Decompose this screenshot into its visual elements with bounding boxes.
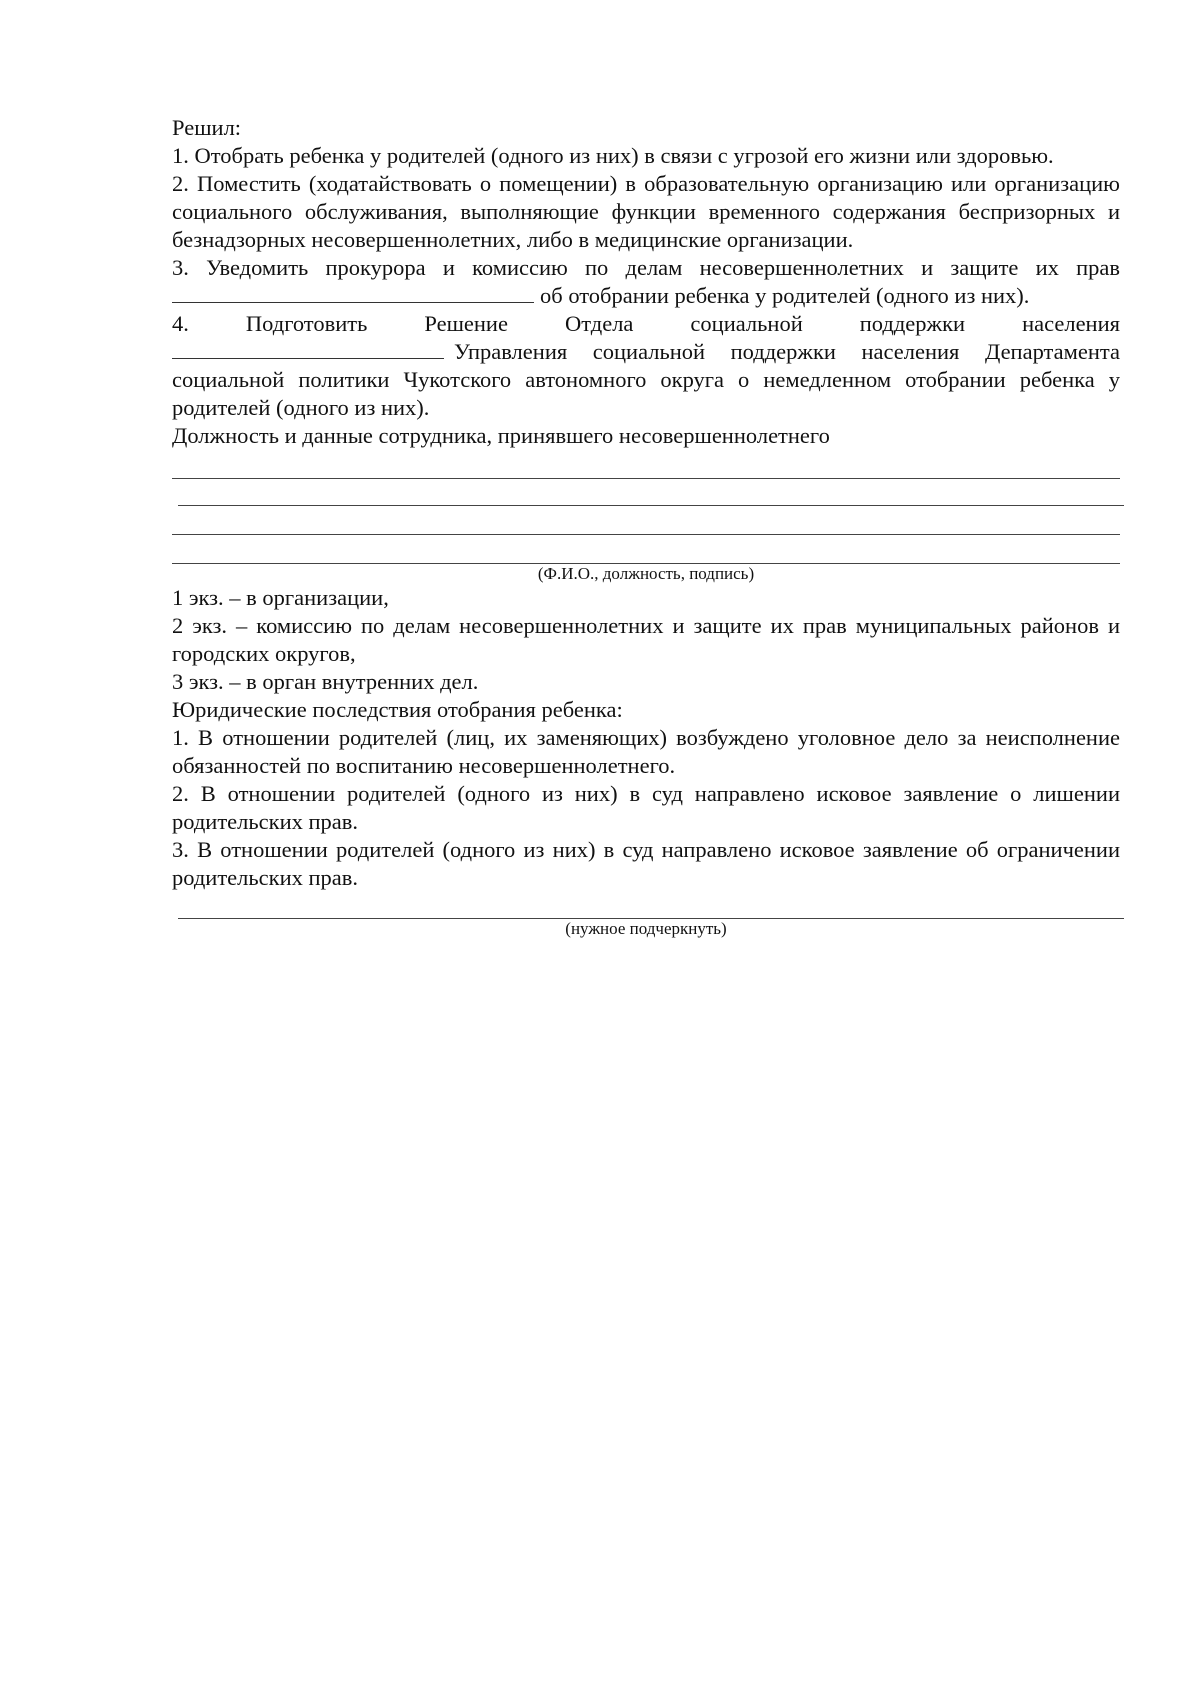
decision-item-4-start: 4. Подготовить Решение Отдела социальной поддержки населения (172, 311, 1120, 336)
prosecutor-blank-field[interactable] (172, 282, 534, 303)
employee-lines (172, 458, 1120, 564)
consequence-item-1: 1. В отношении родителей (лиц, их заменяющих) возбуждено уголовное дело за неисполнение обязанностей по воспитанию несовершеннолетнего. (172, 725, 1120, 778)
decision-item-4-continuation (172, 338, 1120, 422)
employee-line-2[interactable] (178, 479, 1124, 506)
underline-choice-line[interactable] (178, 892, 1124, 919)
decision-item-1: 1. Отобрать ребенка у родителей (одного из них) в связи с угрозой его жизни или здоровью. (172, 143, 1054, 168)
decision-item-4-end: Управления социальной поддержки населения Департамента социальной политики Чукотского автономного округа о немедленном отобрании ребенка у родителей (одного из них). (172, 339, 1120, 420)
decision-heading: Решил: (172, 115, 242, 140)
consequence-item-3: 3. В отношении родителей (одного из них) в суд направлено исковое заявление об ограничении родительских прав. (172, 837, 1120, 890)
consequence-item-2: 2. В отношении родителей (одного из них) в суд направлено исковое заявление о лишении родительских прав. (172, 781, 1120, 834)
decision-item-2: 2. Поместить (ходатайствовать о помещении) в образовательную организацию или организацию социального обслуживания, выполняющие функции временного содержания беспризорных и безнадзорных несовершеннолетних, либо в медицинские организации. (172, 171, 1120, 252)
underline-caption: (нужное подчеркнуть) (565, 919, 727, 938)
consequences-heading: Юридические последствия отобрания ребенка: (172, 697, 623, 722)
copy-1: 1 экз. – в организации, (172, 585, 389, 610)
copy-3: 3 экз. – в орган внутренних дел. (172, 669, 479, 694)
document-body (172, 114, 1120, 939)
employee-caption: (Ф.И.О., должность, подпись) (537, 564, 755, 583)
decision-item-4 (172, 310, 1120, 422)
employee-line-1[interactable] (172, 458, 1120, 479)
decision-item-3 (172, 254, 1120, 310)
employee-line-3[interactable] (172, 506, 1120, 535)
employee-line-4[interactable] (172, 535, 1120, 564)
decision-item-3-start: 3. Уведомить прокурора и комиссию по делам несовершеннолетних и защите их прав (172, 255, 1120, 280)
department-blank-field[interactable] (172, 338, 444, 359)
decision-item-3-end: об отобрании ребенка у родителей (одного из них). (540, 283, 1030, 308)
copy-2: 2 экз. – комиссию по делам несовершеннолетних и защите их прав муниципальных районов и городских округов, (172, 613, 1120, 666)
employee-label: Должность и данные сотрудника, принявшего несовершеннолетнего (172, 423, 830, 448)
